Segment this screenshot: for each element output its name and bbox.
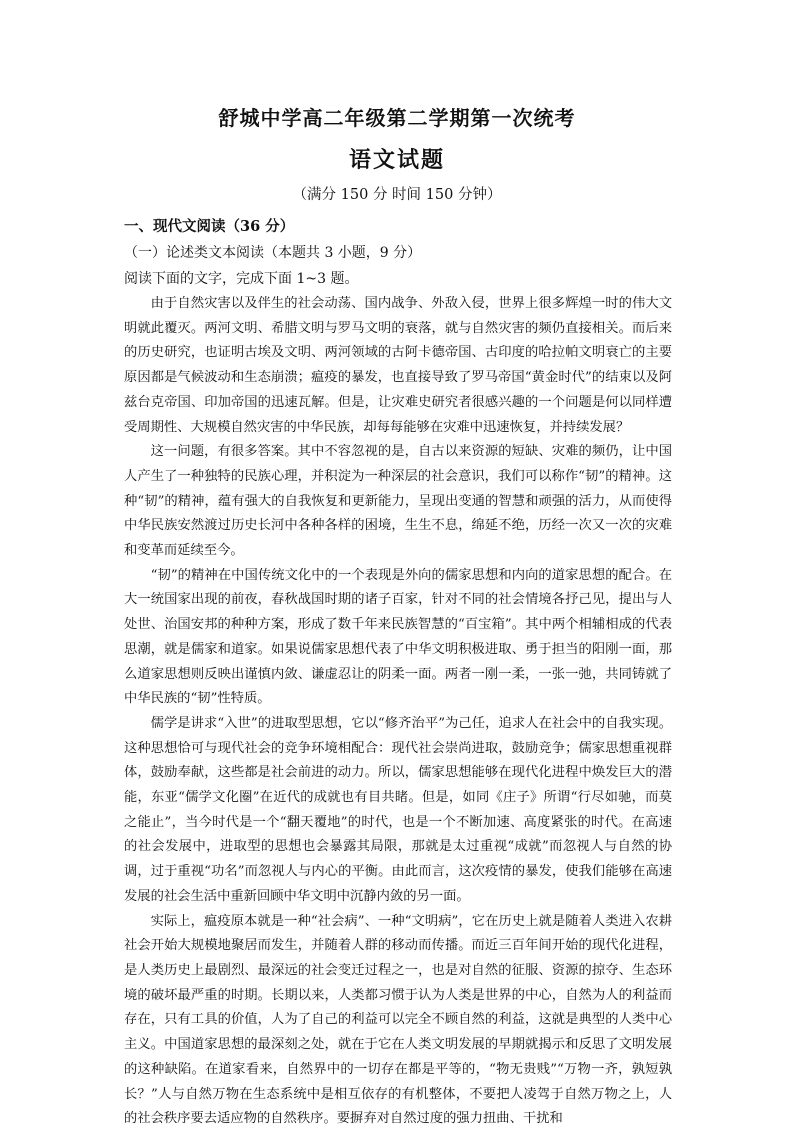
- passage-paragraph: 儒学是讲求“入世”的进取型思想，它以“修齐治平”为己任，追求人在社会中的自我实现。这种思想恰可与现代社会的竞争环境相配合：现代社会崇尚进取，鼓励竞争；儒家思想重视群体，鼓励奉献，这些都是社会前进的动力。所以，儒家思想能够在现代化进程中焕发巨大的潜能，东亚“儒学文化圈”在近代的成就也有目共睹。但是，如同《庄子》所谓“行尽如驰，而莫之能止”，当今时代是一个“翻天覆地”的时代，也是一个不断加速、高度紧张的时代。在高速的社会发展中，进取型的思想也会暴露其局限，那就是太过重视“成就”而忽视人与自然的协调，过于重视“功名”而忽视人与内心的平衡。由此而言，这次疫情的暴发，使我们能够在高速发展的社会生活中重新回顾中华文明中沉静内敛的另一面。: [124, 715, 672, 904]
- reading-instruction: 阅读下面的文字，完成下面 1~3 题。: [124, 271, 359, 287]
- exam-meta: （满分 150 分 时间 150 分钟）: [292, 187, 502, 203]
- passage-paragraph: 由于自然灾害以及伴生的社会动荡、国内战争、外敌入侵，世界上很多辉煌一时的伟大文明就此覆灭。两河文明、希腊文明与罗马文明的衰落，就与自然灾害的频仍直接相关。而后来的历史研究，也证明古埃及文明、两河领域的古阿卡德帝国、古印度的哈拉帕文明衰亡的主要原因都是气候波动和生态崩溃；瘟疫的暴发，也直接导致了罗马帝国“黄金时代”的结束以及阿兹台克帝国、印加帝国的迅速瓦解。但是，让灾难史研究者很感兴趣的一个问题是何以同样遭受周期性、大规模自然灾害的中华民族，却每每能够在灾难中迅速恢复，并持续发展？: [124, 296, 672, 435]
- passage-paragraph: 实际上，瘟疫原本就是一种“社会病”、一种“文明病”，它在历史上就是随着人类进入农耕社会开始大规模地聚居而发生，并随着人群的移动而传播。而近三百年间开始的现代化进程，是人类历史上最剧烈、最深远的社会变迁过程之一，也是对自然的征服、资源的掠夺、生态环境的破坏最严重的时期。长期以来，人类都习惯于认为人类是世界的中心，自然为人的利益而存在，只有工具的价值，人为了自己的利益可以完全不顾自然的利益，这就是典型的人类中心主义。中国道家思想的最深刻之处，就在于它在人类文明发展的早期就揭示和反思了文明发展的这种缺陷。在道家看来，自然界中的一切存在都是平等的，“物无贵贱”“万物一齐，孰短孰长？”人与自然万物在生态系统中是相互依存的有机整体，不要把人凌驾于自然万物之上，人的社会秩序要去适应物的自然秩序。要摒弃对自然过度的强力扭曲、干扰和: [124, 913, 672, 1127]
- subject-title: 语文试题: [348, 147, 445, 173]
- subsection-heading: （一）论述类文本阅读（本题共 3 小题，9 分）: [124, 245, 422, 261]
- passage-paragraph: “韧”的精神在中国传统文化中的一个表现是外向的儒家思想和内向的道家思想的配合。在大一统国家出现的前夜，春秋战国时期的诸子百家，针对不同的社会情境各抒己见，提出与人处世、治国安邦的种种方案，形成了数千年来民族智慧的“百宝箱”。其中两个相辅相成的代表思潮，就是儒家和道家。如果说儒家思想代表了中华文明积极进取、勇于担当的阳刚一面，那么道家思想则反映出谨慎内敛、谦虚忍让的阴柔一面。两者一刚一柔，一张一弛，共同铸就了中华民族的“韧”性特质。: [124, 567, 672, 707]
- passage-paragraph: 这一问题，有很多答案。其中不容忽视的是，自古以来资源的短缺、灾难的频仍，让中国人产生了一种独特的民族心理，并积淀为一种深层的社会意识，我们可以称作“韧”的精神。这种“韧”的精神，蕴有强大的自我恢复和更新能力，呈现出变通的智慧和顽强的活力，从而使得中华民族安然渡过历史长河中各种各样的困境，生生不息，绵延不绝，历经一次又一次的灾难和变革而延续至今。: [124, 444, 672, 559]
- section-heading: 一、现代文阅读（36 分）: [124, 218, 295, 235]
- reading-passage: [124, 292, 672, 1132]
- exam-title: 舒城中学高二年级第二学期第一次统考: [218, 106, 576, 130]
